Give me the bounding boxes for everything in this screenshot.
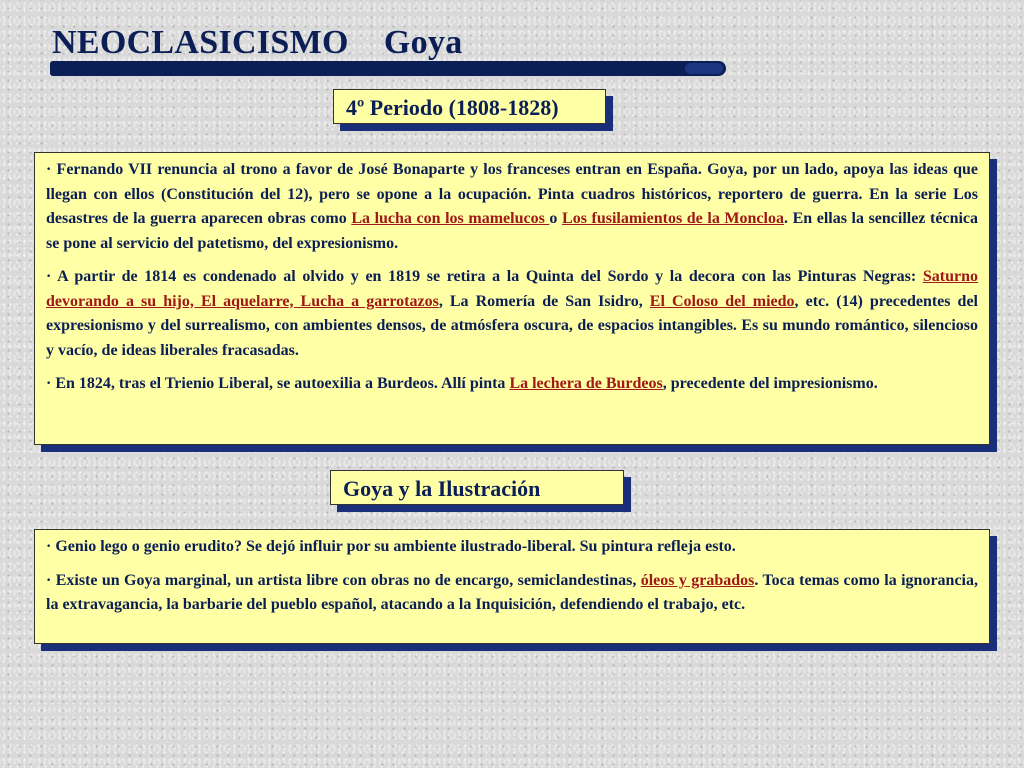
paragraph-text: o bbox=[549, 210, 563, 227]
paragraph-text: . En ellas la sencillez técnica se pone al servicio del patetismo, del expresionismo. bbox=[46, 210, 979, 252]
paragraph-text: , La Romería de San Isidro, bbox=[438, 292, 650, 310]
artwork-link[interactable]: Saturno devorando a su hijo, El aquelarre, Lucha a garrotazos bbox=[46, 268, 978, 310]
paragraph-burdeos bbox=[46, 372, 978, 397]
artwork-link[interactable]: El Coloso del miedo bbox=[649, 292, 795, 310]
paragraph-text: · A partir de 1814 es condenado al olvido y en 1819 se retira a la Quinta del Sordo y la decora con las Pinturas Negras: bbox=[46, 268, 923, 285]
paragraph-genio-lego bbox=[46, 535, 978, 560]
paragraph-pinturas-negras bbox=[46, 265, 978, 363]
section-heading-period-4: 4º Periodo (1808-1828) bbox=[333, 89, 606, 124]
title-underline-bar bbox=[50, 61, 726, 76]
artwork-link[interactable]: óleos y grabados bbox=[640, 571, 755, 589]
paragraph-text: · Genio lego o genio erudito? Se dejó influir por su ambiente ilustrado-liberal. Su pintura refleja esto. bbox=[46, 538, 736, 555]
artwork-link[interactable]: La lechera de Burdeos bbox=[509, 375, 663, 392]
artwork-link[interactable]: La lucha con los mamelucos bbox=[351, 210, 550, 227]
paragraph-text: · Existe un Goya marginal, un artista libre con obras no de encargo, semiclandestinas, bbox=[46, 571, 641, 589]
text-box-period-4 bbox=[34, 152, 990, 445]
text-box-ilustracion bbox=[34, 529, 990, 644]
paragraph-text: , etc. (14) precedentes del expresionismo y del surrealismo, con ambientes densos, de atmósfera oscura, de espacios intangibles. Es su mundo romántico, silencioso y vacío, de ideas liberales fracasadas. bbox=[46, 292, 978, 359]
paragraph-text: · En 1824, tras el Trienio Liberal, se autoexilia a Burdeos. Allí pinta bbox=[46, 375, 510, 392]
slide-title: NEOCLASICISMO Goya bbox=[52, 24, 463, 61]
section-heading-ilustracion: Goya y la Ilustración bbox=[330, 470, 624, 505]
paragraph-text: · Fernando VII renuncia al trono a favor de José Bonaparte y los franceses entran en España. Goya, por un lado, apoya las ideas que llegan con ellos (Constitución del 12), pero se opone a la ocupación. Pinta cuadros históricos, reportero de guerra. En la serie Los desastres de la guerra aparecen obras como bbox=[46, 161, 978, 227]
paragraph-fernando-vii bbox=[46, 158, 978, 256]
paragraph-text: . Toca temas como la ignorancia, la extravagancia, la barbarie del pueblo español, atacando a la Inquisición, defendiendo el trabajo, etc. bbox=[46, 571, 979, 613]
artwork-link[interactable]: Los fusilamientos de la Moncloa bbox=[562, 210, 784, 227]
paragraph-goya-marginal bbox=[46, 569, 978, 618]
paragraph-text: , precedente del impresionismo. bbox=[662, 375, 878, 392]
